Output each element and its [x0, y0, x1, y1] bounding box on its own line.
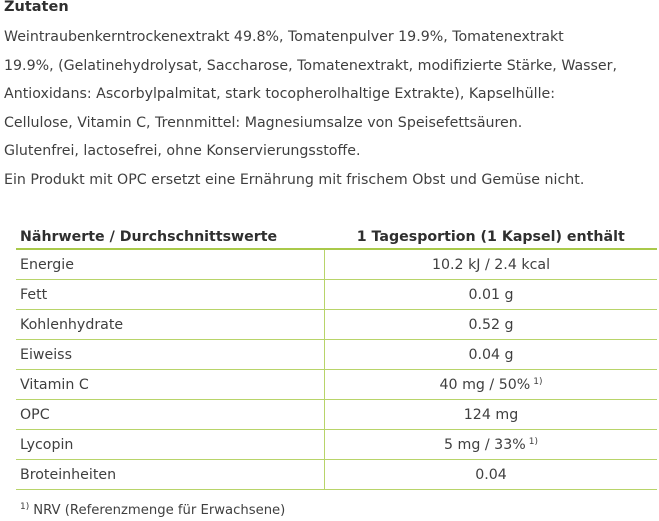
- nutrient-label: Vitamin C: [16, 370, 325, 400]
- footnote: [20, 497, 285, 521]
- ingredients-line: 19.9%, (Gelatinehydrolysat, Saccharose, Tomatenextrakt, modifizierte Stärke, Wasser,: [4, 57, 617, 74]
- footnote-text: NRV (Referenzmenge für Erwachsene): [33, 503, 286, 518]
- table-row: [16, 280, 657, 310]
- footnote-marker: 1): [533, 376, 543, 387]
- nutrient-label: Broteinheiten: [16, 460, 325, 490]
- table-row: [16, 460, 657, 490]
- nutrient-label: Eiweiss: [16, 340, 325, 370]
- ingredients-heading: Zutaten: [4, 0, 69, 15]
- nutrient-label: Lycopin: [16, 430, 325, 460]
- nutrient-value: 0.01 g: [325, 280, 658, 310]
- nutrient-label: Fett: [16, 280, 325, 310]
- ingredients-line: Antioxidans: Ascorbylpalmitat, stark tocopherolhaltige Extrakte), Kapselhülle:: [4, 86, 556, 103]
- nutrient-value: 0.52 g: [325, 310, 658, 340]
- ingredients-text: [4, 23, 654, 195]
- table-row: [16, 430, 657, 460]
- table-row: [16, 400, 657, 430]
- footnote-marker: 1): [528, 436, 538, 447]
- ingredients-line: Glutenfrei, lactosefrei, ohne Konservierungsstoffe.: [4, 143, 361, 160]
- table-row: [16, 370, 657, 400]
- ingredients-line: Ein Produkt mit OPC ersetzt eine Ernährung mit frischem Obst und Gemüse nicht.: [4, 171, 585, 188]
- nutrition-header-value: 1 Tagesportion (1 Kapsel) enthält: [325, 226, 658, 249]
- nutrient-value: 124 mg: [325, 400, 658, 430]
- nutrient-label: OPC: [16, 400, 325, 430]
- ingredients-line: Cellulose, Vitamin C, Trennmittel: Magnesiumsalze von Speisefettsäuren.: [4, 114, 523, 131]
- nutrition-table: [16, 226, 657, 490]
- nutrient-value: 10.2 kJ / 2.4 kcal: [325, 249, 658, 280]
- table-row: [16, 310, 657, 340]
- nutrition-header-label: Nährwerte / Durchschnittswerte: [16, 226, 325, 249]
- nutrition-header-row: [16, 226, 657, 249]
- nutrient-value: 0.04: [325, 460, 658, 490]
- table-row: [16, 249, 657, 280]
- nutrient-value: 5 mg / 33% $^{1)}$: [325, 430, 658, 460]
- nutrient-label: Kohlenhydrate: [16, 310, 325, 340]
- table-row: [16, 340, 657, 370]
- nutrient-value: 0.04 g: [325, 340, 658, 370]
- nutrient-label: Energie: [16, 249, 325, 280]
- nutrient-value: 40 mg / 50% $^{1)}$: [325, 370, 658, 400]
- footnote-marker: 1): [20, 502, 30, 512]
- ingredients-line: Weintraubenkerntrockenextrakt 49.8%, Tomatenpulver 19.9%, Tomatenextrakt: [4, 29, 564, 45]
